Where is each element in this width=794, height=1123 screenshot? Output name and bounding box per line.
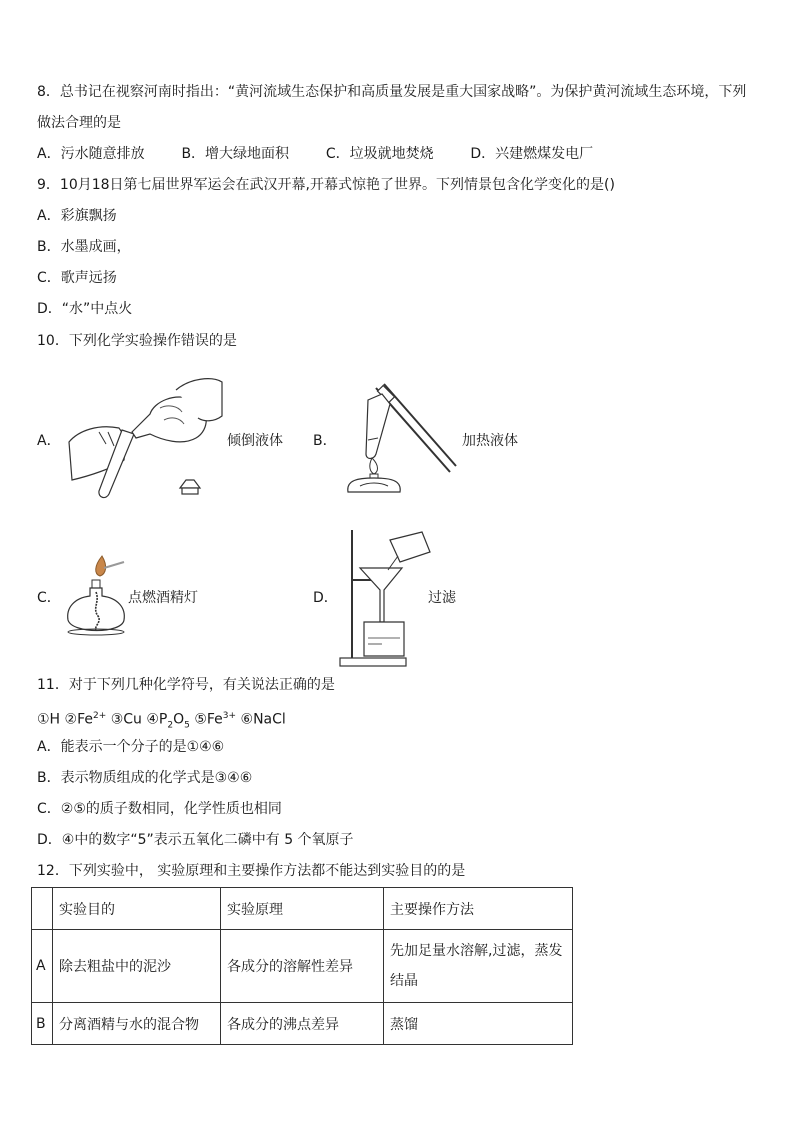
q11-option-d: D．④中的数字“5”表示五氧化二磷中有 5 个氧原子 [37,832,354,848]
q10-letter-b: B． [313,433,337,449]
symbol-p2o5-sub2: 5 [184,720,190,731]
table-cell-line: 先加足量水溶解,过滤，蒸发 [390,943,563,959]
table-header-cell [32,888,53,930]
table-cell-line: 结晶 [390,973,418,989]
symbol-fe2: ②Fe [64,711,93,728]
lighting-alcohol-lamp-figure [62,552,130,642]
q10-caption-b: 加热液体 [462,433,518,449]
q10-caption-c: 点燃酒精灯 [128,590,198,606]
q10-letter-d: D． [313,590,338,606]
pouring-liquid-figure [64,372,224,500]
experiment-table [31,887,573,1045]
table-header-cell: 实验目的 [53,888,221,930]
table-cell: 蒸馏 [384,1003,573,1045]
symbol-fe3-charge: 3+ [222,711,237,721]
q10-caption-a: 倾倒液体 [227,433,283,449]
q8-stem-line1: 8．总书记在视察河南时指出：“黄河流域生态保护和高质量发展是重大国家战略”。为保护黄河流域生态环境，下列 [37,84,747,100]
q10-letter-c: C． [37,590,61,606]
table-header-cell: 主要操作方法 [384,888,573,930]
symbol-h: ①H [37,711,61,728]
table-cell: 各成分的溶解性差异 [221,930,384,1003]
q8-option-a: A．污水随意排放 [37,146,145,162]
table-row [32,1003,573,1045]
q11-option-b: B．表示物质组成的化学式是③④⑥ [37,770,253,786]
table-cell: 各成分的沸点差异 [221,1003,384,1045]
q8-option-c: C．垃圾就地焚烧 [325,146,434,162]
q9-option-a: A．彩旗飘扬 [37,208,117,224]
q9-option-d: D．“水”中点火 [37,301,133,317]
heating-liquid-figure [338,380,458,498]
q10-stem: 10．下列化学实验操作错误的是 [37,333,237,349]
q9-stem: 9．10月18日第七届世界军运会在武汉开幕,开幕式惊艳了世界。下列情景包含化学变化的是() [37,177,615,193]
q11-stem: 11．对于下列几种化学符号，有关说法正确的是 [37,677,335,693]
symbol-p2o5-p: ④P [146,711,168,728]
symbol-p2o5-sub1: 2 [167,720,174,731]
q8-option-b: B．增大绿地面积 [181,146,290,162]
table-row [32,930,573,1003]
symbol-fe3: ⑤Fe [194,711,223,728]
symbol-p2o5-o: O [173,711,185,728]
q11-symbols [37,706,286,735]
table-cell: 除去粗盐中的泥沙 [53,930,221,1003]
q9-option-c: C．歌声远扬 [37,270,117,286]
q10-caption-d: 过滤 [428,590,456,606]
q8-stem-line2: 做法合理的是 [37,115,121,131]
q8-option-d: D．兴建燃煤发电厂 [470,146,594,162]
table-cell: B [32,1003,53,1045]
symbol-cu: ③Cu [110,711,142,728]
table-cell: A [32,930,53,1003]
symbol-fe2-charge: 2+ [92,711,107,721]
table-header-cell: 实验原理 [221,888,384,930]
table-header-row [32,888,573,930]
q9-option-b: B．水墨成画， [37,239,131,255]
q11-option-a: A．能表示一个分子的是①④⑥ [37,739,225,755]
q10-letter-a: A． [37,433,61,449]
filtration-figure [338,526,434,668]
table-cell: 分离酒精与水的混合物 [53,1003,221,1045]
symbol-nacl: ⑥NaCl [240,711,286,728]
q11-option-c: C．②⑤的质子数相同，化学性质也相同 [37,801,282,817]
q8-options [37,144,593,164]
q12-stem: 12．下列实验中， 实验原理和主要操作方法都不能达到实验目的的是 [37,863,466,879]
table-cell [384,930,573,1003]
